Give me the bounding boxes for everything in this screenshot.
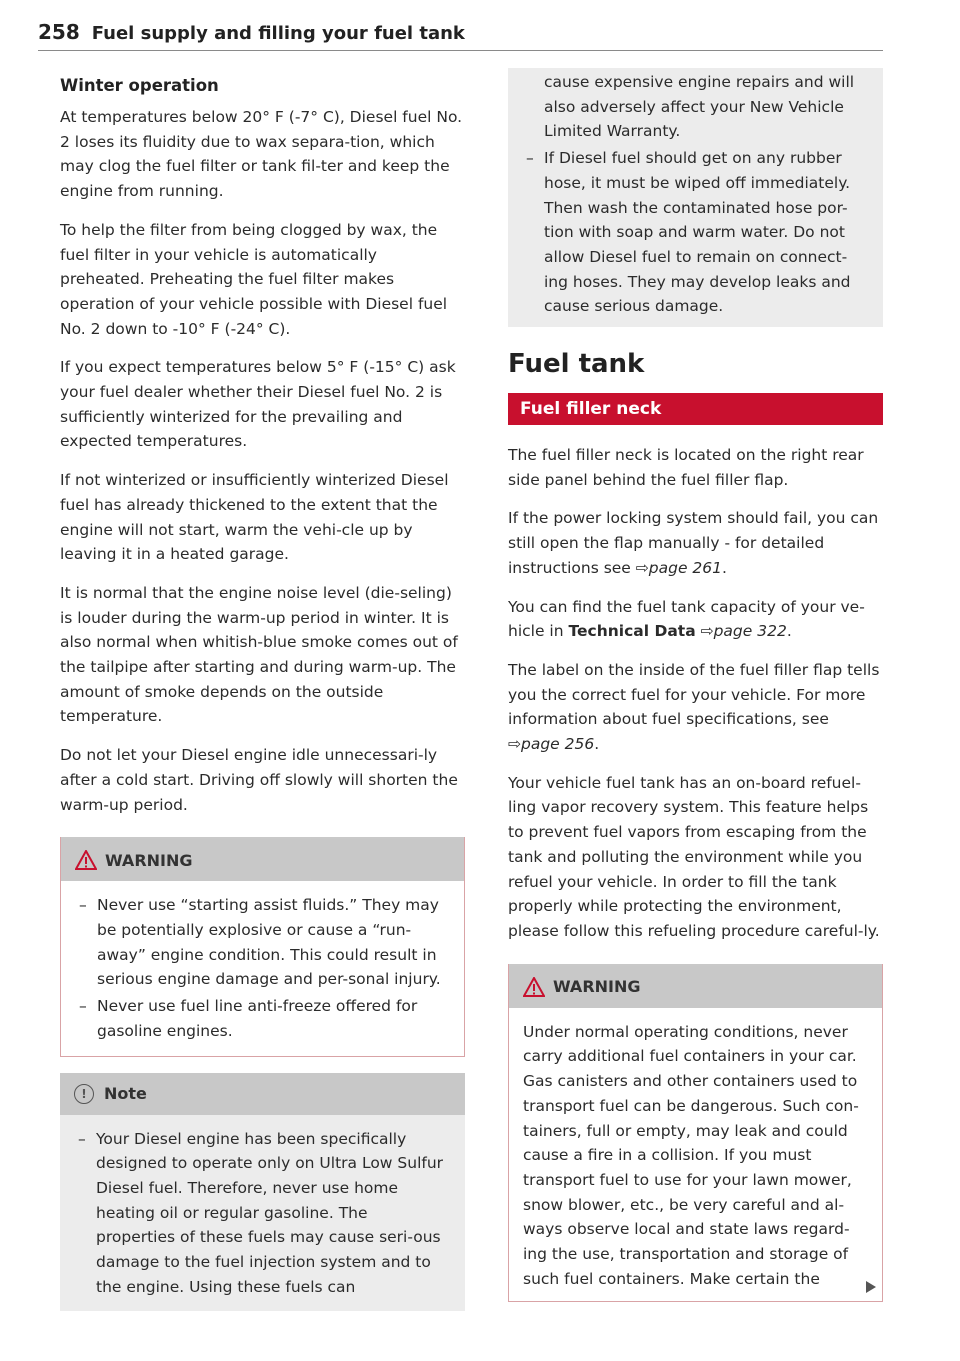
warning-header [61,837,464,881]
warning-title: WARNING [105,850,193,870]
paragraph: To help the filter from being clogged by wax, the fuel filter in your vehicle is automatically preheated. Preheating the fuel filter makes operation of your vehicle possible with Diesel fuel No. 2 down to -10° F (-24° C). [60,220,448,338]
arrow-right-icon: ⇨ [635,558,649,577]
subsection-bar: Fuel filler neck [508,393,883,425]
note-header [60,1073,465,1115]
note-box [60,1073,465,1312]
paragraph: It is normal that the engine noise level (die-seling) is louder during the warm-up period in winter. It is also normal when whitish-blue smoke comes out of the tailpipe after starting and during warm-up. The amount of smoke depends on the outside temperature. [60,583,458,726]
paragraph: At temperatures below 20° F (-7° C), Diesel fuel No. 2 loses its fluidity due to wax separa-tion, which may clog the fuel filter or tank fil-ter and keep the engine from running. [60,108,463,201]
page-header [38,20,883,51]
chapter-title: Fuel supply and filling your fuel tank [91,23,465,44]
paragraph: You can find the fuel tank capacity of your ve-hicle in Technical Data ⇨page 322. [508,597,865,641]
info-circle-icon: ! [74,1084,94,1104]
paragraph: If the power locking system should fail, you can still open the flap manually - for detailed instructions see ⇨page 261. [508,509,879,577]
paragraph: If you expect temperatures below 5° F (-15° C) ask your fuel dealer whether their Diesel fuel No. 2 is sufficiently winterized for the prevailing and expected temperatures. [60,358,456,451]
warning-box [60,837,465,1056]
page-reference-link[interactable]: ⇨page 261 [635,558,723,577]
continue-arrow-icon [866,1281,876,1293]
page-reference-link[interactable]: ⇨page 322 [700,622,787,641]
paragraph: If not winterized or insufficiently winterized Diesel fuel has already thickened to the extent that the engine will not start, warm the vehi-cle up by leaving it in a heated garage. [60,471,449,564]
header-divider [38,50,883,51]
right-column [508,70,883,1302]
paragraph: The label on the inside of the fuel filler flap tells you the correct fuel for your vehicle. For more information about fuel specifications, see ⇨page 256. [508,660,880,754]
page-reference-link[interactable]: ⇨page 256 [508,735,595,754]
warning-triangle-icon [75,850,97,870]
section-title: Fuel tank [508,349,645,380]
list-item: – If Diesel fuel should get on any rubber hose, it must be wiped off immediately. Then wash the contaminated hose por-tion with soap and warm water. Do not allow Diesel fuel to remain on connect-ing hoses. They may develop leaks and cause serious damage. [526,149,851,316]
warning-text: Under normal operating conditions, never carry additional fuel containers in your car. Gas canisters and other containers used to transport fuel can be dangerous. Such con-tainers, full or empty, may leak and could cause a fire in a collision. If you must transport fuel to use for your lawn mower, snow blower, etc., be very careful and al-ways observe local and state laws regard-ing the use, transportation and storage of such fuel containers. Make certain the [523,1022,859,1288]
paragraph: Do not let your Diesel engine idle unnecessari-ly after a cold start. Driving off slowly will shorten the warm-up period. [60,746,458,814]
arrow-right-icon: ⇨ [508,735,521,754]
list-item: cause expensive engine repairs and will also adversely affect your New Vehicle Limited Warranty. [544,73,855,141]
arrow-right-icon: ⇨ [700,622,714,641]
warning-triangle-icon [523,977,545,997]
warning-header [509,964,882,1008]
list-item: – Never use fuel line anti-freeze offered for gasoline engines. [79,997,418,1040]
list-item: – Never use “starting assist fluids.” They may be potentially explosive or cause a “run-away” engine condition. This could result in serious engine damage and per-sonal injury. [79,896,441,989]
winter-operation-heading: Winter operation [60,76,219,95]
paragraph: Your vehicle fuel tank has an on-board refuel-ling vapor recovery system. This feature helps to prevent fuel vapors from escaping from the tank and polluting the environment while you refuel your vehicle. In order to fill the tank properly while protecting the environment, please follow this refueling procedure careful-ly. [508,773,880,940]
warning-box [508,964,883,1303]
warning-title: WARNING [553,977,641,997]
list-item: – Your Diesel engine has been specifically designed to operate only on Ultra Low Sulfur Diesel fuel. Therefore, never use home heating oil or regular gasoline. The properties of these fuels may cause seri-ous damage to the fuel injection system and to the engine. Using these fuels can [78,1129,444,1296]
page-number: 258 [38,20,80,44]
left-column [60,70,465,1311]
note-continuation [508,68,883,327]
note-title: Note [104,1084,147,1103]
paragraph: The fuel filler neck is located on the right rear side panel behind the fuel filler flap. [508,446,864,489]
